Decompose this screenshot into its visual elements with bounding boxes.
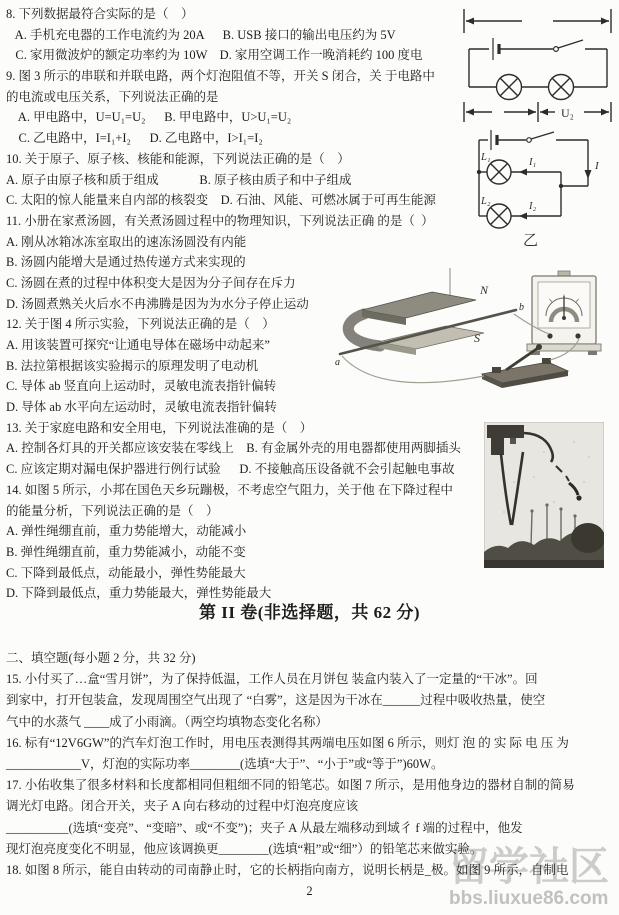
- fill-blank-questions-text: [6, 648, 616, 881]
- circuit-yi-caption: 乙: [523, 233, 539, 249]
- lamp-l1-label: L₁: [481, 152, 491, 163]
- current-i2-label: I₂: [529, 201, 537, 212]
- lamp-icon: [497, 75, 522, 100]
- rod-end-a-label: a: [335, 357, 340, 368]
- text-line: 的电流或电压关系，下列说法正确的是: [6, 89, 219, 104]
- text-line: A. 甲电路中，U=U₁=U₂ B. 甲电路中，U>U₁=U₂: [6, 110, 292, 125]
- north-pole-label: N: [480, 283, 489, 297]
- text-line: A. 原子由原子核和质于组成 B. 原子核由质子和中子组成: [6, 172, 352, 187]
- text-line: C. 应该定期对漏电保护器进行例行试验 D. 不接触高压设备就不会引起触电事故: [6, 462, 455, 477]
- u2-label: U₂: [561, 106, 574, 120]
- horseshoe-magnet-icon: [348, 268, 489, 355]
- text-line: 调光灯电路。闭合开关，夹子 A 向右移动的过程中灯泡亮度应该: [6, 799, 359, 814]
- bungee-photo-figure: [484, 422, 604, 568]
- text-line: A. 刚从冰箱冰冻室取出的速冻汤圆没有内能: [6, 234, 247, 249]
- text-line: C. 太阳的惊人能量来自内部的核裂变 D. 石油、风能、可燃冰属于可再生能源: [6, 193, 436, 208]
- battery-icon: [493, 38, 499, 60]
- current-i1-label: I₁: [529, 157, 537, 168]
- watermark-url: bbs.liuxue86.com: [449, 888, 609, 909]
- text-line: B. 汤圆内能增大是通过热传递方式来实现的: [6, 255, 246, 270]
- series-circuit-figure: [458, 5, 618, 123]
- text-line: 10. 关于原子、原子核、核能和能源，下列说法正确的是（ ）: [6, 151, 350, 166]
- series-loop: [469, 38, 607, 100]
- text-line: C. 导体 ab 竖直向上运动时，灵敏电流表指针偏转: [6, 379, 277, 394]
- south-pole-label: S: [474, 331, 480, 345]
- text-line: 的能量分析，下列说法正确的是（ ）: [6, 503, 219, 518]
- text-line: 9. 图 3 所示的串联和并联电路，两个灯泡阻值不等，开关 S 闭合，关 于电路中: [6, 69, 435, 84]
- text-line: 14. 如图 5 所示，小邦在国色天乡玩蹦极，不考虑空气阻力，关于他 在下降过程中: [6, 482, 453, 497]
- text-line: ____________V，灯泡的实际功率________(选填“大于”、“小于”或“等于”)60W。: [6, 756, 444, 771]
- text-line: 17. 小佑收集了很多材料和长度都相同但粗细不同的铅笔芯。如图 7 所示，是用他身边的器材自制的简易: [6, 778, 575, 793]
- rod-end-b-label: b: [519, 302, 524, 313]
- text-line: A. 手机充电器的工作电流约为 20A B. USB 接口的输出电压约为 5V: [6, 27, 396, 42]
- text-line: 12. 关于图 4 所示实验，下列说法正确的是（ ）: [6, 317, 275, 332]
- voltage-span-u1-u2: [464, 102, 611, 122]
- text-line: A. 控制各灯具的开关都应该安装在零线上 B. 有金属外壳的用电器都使用两脚插头: [6, 441, 461, 456]
- lamp-icon: [549, 75, 574, 100]
- text-line: D. 汤圆煮熟关火后水不冉沸腾是因为为水分子停止运动: [6, 296, 309, 311]
- current-i-label: I: [595, 160, 599, 172]
- section-2-header: 第 II 卷(非选择题，共 62 分): [198, 603, 421, 622]
- text-line: 到家中，打开包装盒，发现周围空气出现了 “白雾”，这是因为干冰在______过程中吸收热量，使空: [6, 693, 546, 708]
- text-line: C. 下降到最低点，动能最小，弹性势能最大: [6, 565, 246, 580]
- text-line: C. 家用微波炉的额定功率约为 10W D. 家用空调工作一晚消耗约 100 度电: [6, 48, 423, 63]
- induction-experiment-figure: [334, 266, 619, 402]
- lamp-icon: [487, 204, 511, 228]
- text-line: 气中的水蒸气 ____成了小雨滴。（两空均填物态变化名称）: [6, 714, 328, 729]
- text-line: 8. 下列数据最符合实际的是（ ）: [6, 7, 194, 21]
- battery-icon: [491, 130, 497, 150]
- watermark-title: 留学社区: [449, 844, 609, 889]
- text-line: __________(选填“变亮”、“变暗”、或“不变”)；夹子 A 从最左端移动到域彳 f 端的过程中，他发: [6, 820, 523, 835]
- galvanometer-icon: [527, 271, 601, 355]
- text-line: A. 弹性绳绷直前，重力势能增大，动能减小: [6, 524, 247, 539]
- lamp-icon: [487, 160, 511, 184]
- text-line: 11. 小册在家煮汤圆，有关煮汤圆过程中的物理知识，下列说法正确 的是（ ）: [6, 213, 434, 228]
- text-line: C. 乙电路中，I=I₁+I₂ D. 乙电路中，I>I₁=I₂: [6, 131, 263, 146]
- text-line: A. 用该装置可探究“让通电导体在磁场中动起来”: [6, 338, 270, 352]
- switch-icon: [554, 40, 583, 51]
- text-line: 15. 小付买了…盒“雪月饼”，为了保持低温，工作人员在月饼包 装盒内装入了一定量的“干冰”。回: [6, 672, 538, 687]
- text-line: 18. 如图 8 所示，能自由转动的司南静止时，它的长柄指向南方，说明长柄是_极。如图 9 所示，自制电: [6, 862, 569, 877]
- text-line: 现灯泡亮度变化不明显，他应该调换更________(选填“粗”或“细”）的铅笔芯来做实验。: [6, 841, 483, 856]
- text-line: B. 法拉第根据该实验揭示的原理发明了电动机: [6, 358, 259, 373]
- switch-icon: [527, 132, 554, 142]
- text-line: B. 弹性绳绷直前，重力势能减小，动能不变: [6, 544, 246, 559]
- text-line: D. 下降到最低点，重力势能最大，弹性势能最大: [6, 586, 272, 601]
- voltage-span-u: [464, 9, 611, 33]
- lamp-l2-label: L₂: [481, 196, 491, 207]
- text-line: 二、填空题(每小题 2 分，共 32 分): [6, 651, 196, 665]
- text-line: D. 导体 ab 水平向左运动时，灵敏电流表指针偏转: [6, 400, 277, 415]
- parallel-circuit-figure: [455, 127, 605, 251]
- page-number: 2: [306, 884, 313, 898]
- text-line: 13. 关于家庭电路和安全用电，下列说法准确的是（ ）: [6, 420, 313, 435]
- text-line: C. 汤圆在煮的过程中体积变大是因为分子间存在斥力: [6, 275, 296, 290]
- text-line: 16. 标有“12V6GW”的汽车灯泡工作时，用电压表测得其两端电压如图 6 所示，则灯 泡 的 实 际 电 压 为: [6, 735, 569, 750]
